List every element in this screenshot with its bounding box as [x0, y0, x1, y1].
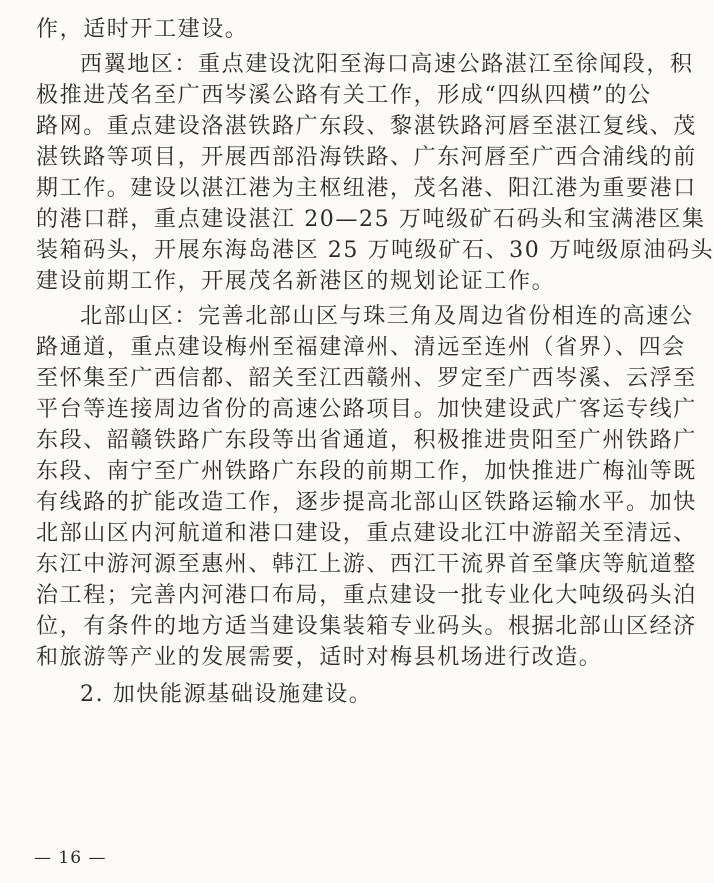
paragraph-north-mountain-start: 北部山区：完善北部山区与珠三角及周边省份相连的高速公 [80, 304, 694, 329]
text-line: 治工程；完善内河港口布局，重点建设一批专业化大吨级码头泊 [36, 583, 697, 608]
text-line: 位，有条件的地方适当建设集装箱专业码头。根据北部山区经济 [36, 614, 697, 639]
text-line: 和旅游等产业的发展需要，适时对梅县机场进行改造。 [36, 645, 603, 670]
text-line: 湛铁路等项目，开展西部沿海铁路、广东河唇至广西合浦线的前 [36, 145, 697, 170]
text-line: 作，适时开工建设。 [36, 17, 249, 42]
section-heading-energy: 2. 加快能源基础设施建设。 [80, 682, 373, 707]
text-line: 装箱码头，开展东海岛港区 25 万吨级矿石、30 万吨级原油码头 [36, 238, 714, 263]
text-line: 东段、南宁至广州铁路广东段的前期工作，加快推进广梅汕等既 [36, 459, 697, 484]
text-line: 北部山区内河航道和港口建设，重点建设北江中游韶关至清远、 [36, 521, 697, 546]
text-line: 极推进茂名至广西岑溪公路有关工作，形成“四纵四横”的公 [36, 83, 652, 108]
text-line: 期工作。建设以湛江港为主枢纽港，茂名港、阳江港为重要港口 [36, 176, 697, 201]
text-line: 路通道，重点建设梅州至福建漳州、清远至连州（省界）、四会 [36, 335, 686, 360]
text-line: 有线路的扩能改造工作，逐步提高北部山区铁路运输水平。加快 [36, 490, 697, 515]
text-line: 东段、韶赣铁路广东段等出省通道，积极推进贵阳至广州铁路广 [36, 428, 697, 453]
text-line: 建设前期工作，开展茂名新港区的规划论证工作。 [36, 269, 556, 294]
text-line: 东江中游河源至惠州、韩江上游、西江干流界首至肇庆等航道整 [36, 552, 697, 577]
document-body [36, 14, 714, 710]
text-line: 路网。重点建设洛湛铁路广东段、黎湛铁路河唇至湛江复线、茂 [36, 114, 697, 139]
text-line: 的港口群，重点建设湛江 20—25 万吨级矿石码头和宝满港区集 [36, 207, 706, 232]
text-line: 平台等连接周边省份的高速公路项目。加快建设武广客运专线广 [36, 397, 697, 422]
page-number: — 16 — [34, 848, 107, 868]
paragraph-west-wing-start: 西翼地区：重点建设沈阳至海口高速公路湛江至徐闻段，积 [80, 52, 694, 77]
text-line: 至怀集至广西信都、韶关至江西赣州、罗定至广西岑溪、云浮至 [36, 366, 697, 391]
